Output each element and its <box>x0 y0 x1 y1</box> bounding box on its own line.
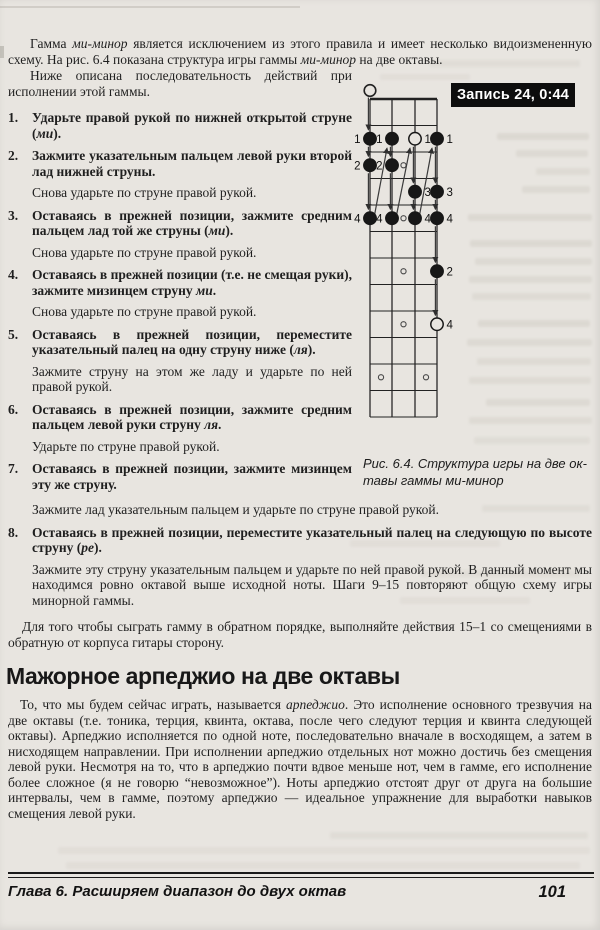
position-marker-icon <box>401 216 406 221</box>
text-segment: ). <box>225 223 234 238</box>
step-number: 1. <box>8 110 19 125</box>
text-segment: на две октавы. <box>356 52 443 67</box>
step-detail <box>32 439 352 455</box>
open-note-dot-icon <box>431 318 443 330</box>
finger-number-label: 1 <box>446 133 453 146</box>
text-segment: ми <box>196 282 213 298</box>
list-item <box>8 208 352 261</box>
step-number: 4. <box>8 267 19 282</box>
bleed-through-artifact <box>330 832 588 839</box>
step-body <box>32 525 592 609</box>
finger-number-label: 2 <box>354 160 361 173</box>
intro-paragraph <box>8 36 592 68</box>
step-instruction <box>32 267 352 298</box>
step-number: 6. <box>8 401 19 417</box>
position-marker-icon <box>423 375 428 380</box>
step-detail <box>32 245 352 261</box>
step-number: 8. <box>8 524 19 540</box>
steps-list-narrow <box>8 110 352 492</box>
finger-number-label: 3 <box>424 186 431 199</box>
text-segment: Зажмите указательным пальцем левой руки второй лад нижней струны. <box>32 148 352 179</box>
text-segment: является исключением из этого правила и имеет несколько видоизмененную схему. На рис. 6.4 показана структура игры гаммы <box>8 36 592 67</box>
list-item <box>8 327 352 395</box>
section-heading: Мажорное арпеджио на две октавы <box>6 663 400 689</box>
finger-number-label: 4 <box>376 213 383 226</box>
step-body <box>32 461 352 492</box>
text-segment: ре <box>81 540 95 555</box>
step-instruction <box>32 525 592 556</box>
text-segment: ми <box>208 223 226 238</box>
list-item <box>8 461 352 492</box>
text-segment: То, что мы будем сейчас играть, называется <box>20 697 287 712</box>
finger-dot-icon <box>364 159 376 171</box>
position-marker-icon <box>401 322 406 327</box>
finger-dot-icon <box>409 212 421 224</box>
step-body <box>32 110 352 141</box>
steps-list-wide <box>8 502 592 608</box>
reverse-order-paragraph <box>8 619 592 650</box>
finger-dot-icon <box>431 186 443 198</box>
text-segment: арпеджио <box>286 697 345 712</box>
step-body <box>32 267 352 320</box>
fretboard-diagram <box>352 82 470 427</box>
text-segment: ). <box>94 540 102 555</box>
text-segment: Снова ударьте по струне правой рукой. <box>32 244 257 260</box>
caption-line: тавы гаммы ми-минор <box>363 473 504 488</box>
step-instruction <box>32 402 352 433</box>
fret-markers <box>378 163 428 380</box>
text-segment: ми-минор <box>72 36 128 51</box>
audio-track-badge <box>451 83 575 107</box>
finger-number-label: 4 <box>424 213 431 226</box>
finger-dot-icon <box>431 265 443 277</box>
finger-dot-icon <box>409 186 421 198</box>
step-number: 3. <box>8 207 19 223</box>
finger-number-label: 1 <box>424 133 431 146</box>
step-instruction <box>32 110 352 141</box>
step-number: 7. <box>8 461 19 476</box>
arpeggio-paragraph <box>8 697 592 821</box>
finger-dot-icon <box>364 133 376 145</box>
position-marker-icon <box>401 269 406 274</box>
list-item <box>8 110 352 141</box>
finger-dot-icon <box>364 212 376 224</box>
step-instruction <box>32 327 352 358</box>
step-detail <box>32 185 352 201</box>
finger-dot-icon <box>386 159 398 171</box>
text-segment: Зажмите эту струну указательным пальцем и ударьте по ней правой рукой. В данный момент мы находимся ровно октавой выше исходной ноты. Шаги 9–15 повторяют общую схему игры минорной гаммы. <box>32 561 592 608</box>
finger-dot-icon <box>431 212 443 224</box>
bleed-through-artifact <box>66 862 580 869</box>
finger-number-label: 1 <box>376 133 383 146</box>
page-number: 101 <box>538 883 566 901</box>
text-segment: Оставаясь в прежней позиции, зажмите средним пальцем левой руки струну <box>32 401 352 432</box>
text-segment: ля <box>293 342 308 357</box>
caption-line: Рис. 6.4. Структура игры на две ок- <box>363 456 587 471</box>
text-segment: Для того чтобы сыграть гамму в обратном порядке, выполняйте действия 15–1 со смещениями в обратную от корпуса гитары сторону. <box>8 619 592 650</box>
text-segment: Ниже описана последовательность действий при исполнении этой гаммы. <box>8 68 352 99</box>
finger-number-label: 1 <box>354 133 361 146</box>
text-segment: . <box>212 282 217 298</box>
finger-dot-icon <box>431 133 443 145</box>
finger-number-label: 2 <box>376 160 383 173</box>
step-instruction <box>32 461 352 492</box>
finger-number-label: 3 <box>446 186 453 199</box>
text-segment: Оставаясь в прежней позиции, зажмите мизинцем эту же струну. <box>32 461 352 492</box>
frets <box>370 99 437 417</box>
finger-number-label: 4 <box>446 319 453 332</box>
step-number: 5. <box>8 326 19 342</box>
step-body <box>32 208 352 261</box>
bleed-through-artifact <box>58 847 590 854</box>
text-segment: ми <box>36 125 54 141</box>
position-marker-icon <box>378 375 383 380</box>
footer-rule <box>8 872 594 878</box>
list-item <box>8 148 352 201</box>
audio-track-label: Запись 24, 0:44 <box>457 87 570 103</box>
finger-number-label: 4 <box>354 213 361 226</box>
text-segment: Гамма <box>30 36 73 51</box>
step-number: 2. <box>8 148 19 163</box>
text-segment: Снова ударьте по струне правой рукой. <box>32 185 257 200</box>
page-footer <box>8 883 592 902</box>
step-instruction <box>32 208 352 239</box>
text-segment: . Это исполнение основного трезвучия на две октавы (т.е. тоника, терция, квинта, октава, после чего следуют терция и квинта следующей октавы). Арпеджио исполняется по одной ноте, последовательно вначале в восходящем, а затем в нисходящем направлении. При исполнении арпеджио отдельных нот можно достичь без смещения левой руки. Несмотря на то, что в арпеджио почти вдвое меньше нот, чем в гамме, его исполнение более сложное (я не говорю “невозможное”). Ноты арпеджио отстоят друг от друга на большие интервалы, чем в гамме, поэтому арпеджио — идеальное упражнение для выработки навыков смещения левой руки. <box>8 697 592 821</box>
column-paragraph <box>8 68 352 100</box>
footer-chapter-title: Глава 6. Расширяем диапазон до двух октав <box>8 883 347 900</box>
list-item <box>8 267 352 320</box>
text-segment: Ударьте правой рукой по нижней открытой струне ( <box>32 110 352 141</box>
step-body <box>32 402 352 455</box>
text-segment: Ударьте по струне правой рукой. <box>32 438 220 454</box>
text-segment: ми-минор <box>300 52 357 67</box>
finger-number-label: 4 <box>446 213 453 226</box>
text-segment: ля <box>204 417 219 432</box>
step-detail <box>32 304 352 320</box>
text-segment: . <box>218 417 222 432</box>
text-segment: Снова ударьте по струне правой рукой. <box>32 304 257 319</box>
position-marker-icon <box>401 163 406 168</box>
text-segment: Оставаясь в прежней позиции, переместите указательный палец на следующую по высоте струну ( <box>32 524 592 555</box>
figure-6-4 <box>352 82 592 432</box>
text-segment: ). <box>307 342 316 357</box>
finger-number-label: 2 <box>446 266 453 279</box>
list-item <box>8 525 592 609</box>
text-segment: Оставаясь в прежней позиции (т.е. не смещая руки), зажмите мизинцем струну <box>32 267 352 298</box>
figure-caption <box>363 455 591 489</box>
text-segment: Зажмите струну на этом же ладу и ударьте по ней правой рукой. <box>32 363 352 394</box>
step-body <box>32 327 352 395</box>
sequence-arrows <box>368 98 435 316</box>
step-detail <box>32 562 592 609</box>
open-note-dot-icon <box>409 133 421 145</box>
text-segment: Оставаясь в прежней позиции, зажмите средним пальцем лад той же струны ( <box>32 207 352 238</box>
narrow-column <box>8 68 352 496</box>
open-string-icon <box>364 85 376 97</box>
step-instruction <box>32 148 352 179</box>
text-segment: Зажмите лад указательным пальцем и ударьте по струне правой рукой. <box>32 502 440 517</box>
step-detail <box>32 502 592 518</box>
step-body <box>32 148 352 201</box>
step-detail <box>32 364 352 395</box>
text-segment: Оставаясь в прежней позиции, переместите указательный палец на одну струну ниже ( <box>32 326 352 357</box>
finger-dot-icon <box>386 212 398 224</box>
finger-dot-icon <box>386 133 398 145</box>
list-item <box>8 402 352 455</box>
text-segment: ). <box>53 125 62 141</box>
